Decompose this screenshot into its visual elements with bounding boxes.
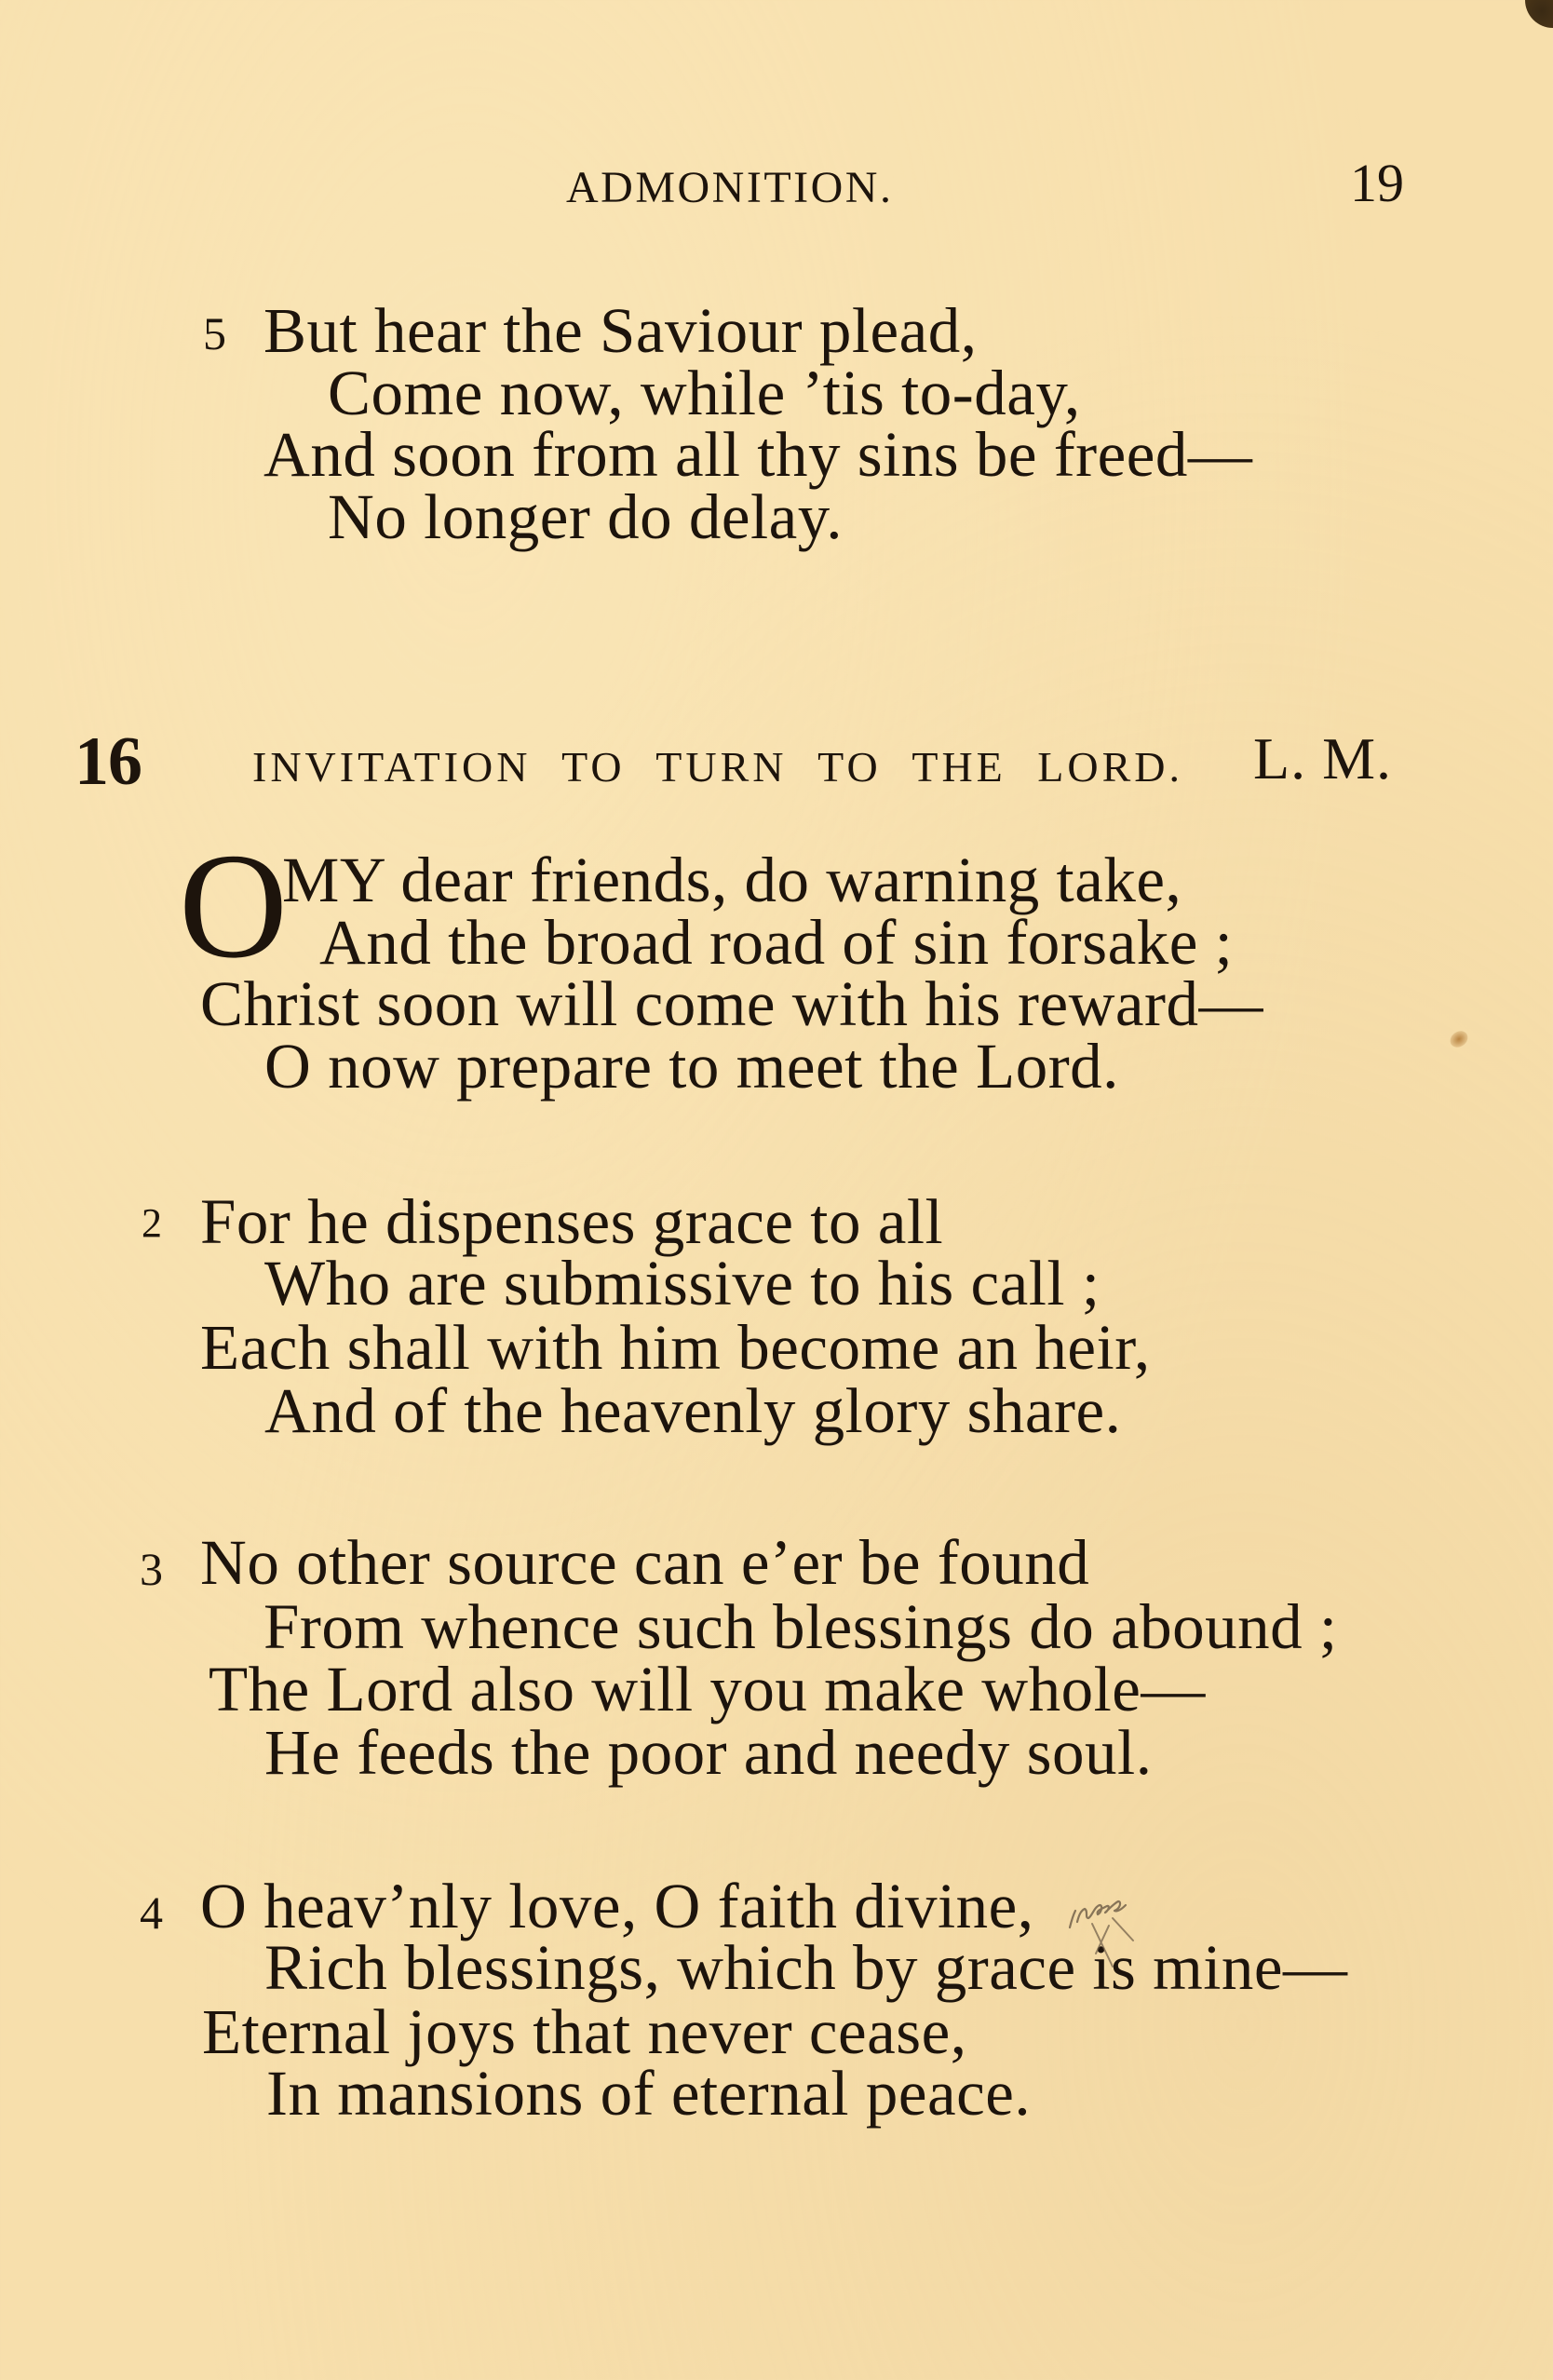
verse-line: Rich blessings, which by grace is mine— (264, 1932, 1348, 2003)
verse-line: O heav’nly love, O faith divine, (200, 1871, 1034, 1941)
hymn-number: 16 (74, 723, 142, 800)
stanza-number: 2 (142, 1200, 162, 1246)
verse-line: From whence such blessings do abound ; (263, 1591, 1338, 1662)
verse-line: O now prepare to meet the Lord. (264, 1031, 1119, 1102)
verse-line: Christ soon will come with his reward— (200, 968, 1264, 1039)
verse-line: Each shall with him become an heir, (200, 1312, 1151, 1383)
verse-line: And of the heavenly glory share. (264, 1375, 1122, 1446)
verse-line: Eternal joys that never cease, (202, 1996, 967, 2067)
verse-line: And soon from all thy sins be freed— (263, 419, 1253, 490)
drop-cap: O (179, 823, 288, 990)
verse-line: Who are submissive to his call ; (264, 1248, 1101, 1318)
verse-line: For he dispenses grace to all (200, 1186, 944, 1257)
page-number: 19 (1350, 153, 1404, 213)
stanza-number: 3 (140, 1543, 163, 1595)
verse-line: And the broad road of sin forsake ; (319, 907, 1234, 978)
hymn-meter: L. M. (1253, 725, 1392, 791)
verse-line: He feeds the poor and needy soul. (264, 1717, 1153, 1788)
verse-line: MY dear friends, do warning take, (282, 845, 1182, 915)
stanza-number: 4 (140, 1886, 163, 1939)
pencil-strike-mark (1092, 1918, 1133, 1967)
running-title: ADMONITION. (566, 163, 894, 212)
verse-line: In mansions of eternal peace. (266, 2058, 1032, 2129)
verse-line: The Lord also will you make whole— (209, 1654, 1206, 1724)
paper-stain (1447, 1028, 1471, 1051)
verse-line: But hear the Saviour plead, (263, 295, 978, 366)
verse-line: No other source can e’er be found (200, 1527, 1090, 1598)
handwritten-correction (1064, 1883, 1148, 1976)
verse-line: Come now, while ’tis to-day, (328, 358, 1081, 428)
verse-line: No longer do delay. (328, 481, 844, 552)
stanza-number: 5 (203, 307, 226, 359)
hymn-title: INVITATION TO TURN TO THE LORD. (252, 743, 1183, 791)
page-corner-shadow (1525, 0, 1553, 28)
